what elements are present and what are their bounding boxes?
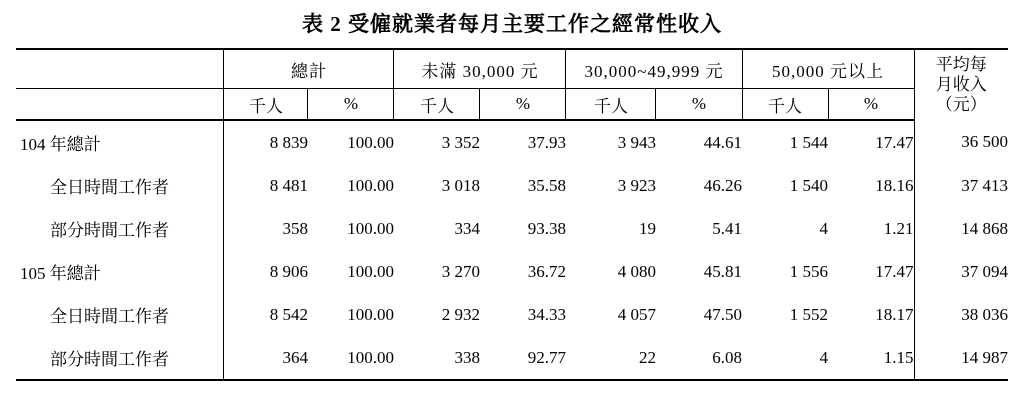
cell-under30000-percent: 36.72 — [527, 261, 566, 281]
cell-high-percent: 17.47 — [875, 132, 914, 152]
cell-total-thousand: 8 839 — [224, 120, 308, 164]
cell-under30000-percent: 92.77 — [480, 336, 566, 380]
table-row — [16, 207, 1008, 250]
cell-total-thousand: 8 481 — [224, 164, 308, 207]
cell-high-thousand: 1 552 — [789, 304, 828, 324]
table-row — [16, 293, 1008, 336]
statistics-table — [16, 48, 1008, 381]
cell-high-thousand: 1 544 — [789, 132, 828, 152]
cell-mid-thousand: 22 — [566, 336, 656, 380]
colgroup-50000-plus: 50,000 元以上 — [742, 49, 914, 89]
cell-under30000-percent: 35.58 — [527, 175, 566, 195]
cell-high-percent: 17.47 — [875, 261, 914, 281]
unit-mid-thousand: 千人 — [566, 89, 656, 121]
cell-high-thousand: 4 — [742, 336, 828, 380]
table-row — [16, 164, 1008, 207]
cell-under30000-percent: 34.33 — [527, 304, 566, 324]
cell-total-percent: 100.00 — [347, 218, 394, 238]
corner-cell — [16, 49, 224, 89]
cell-average-income: 14 868 — [914, 207, 1008, 250]
cell-under30000-thousand: 3 270 — [441, 261, 480, 281]
cell-total-percent: 100.00 — [347, 132, 394, 152]
unit-under30000-percent: % — [480, 89, 566, 121]
cell-mid-thousand: 3 923 — [617, 175, 656, 195]
cell-total-percent: 100.00 — [347, 175, 394, 195]
cell-mid-percent: 5.41 — [712, 218, 742, 238]
cell-total-thousand: 364 — [224, 336, 308, 380]
row-label: 全日時間工作者 — [49, 307, 169, 326]
unit-total-percent: % — [308, 89, 394, 121]
cell-total-thousand: 8 542 — [224, 293, 308, 336]
table-row — [16, 336, 1008, 380]
cell-under30000-thousand: 338 — [394, 336, 480, 380]
cell-mid-thousand: 4 080 — [617, 261, 656, 281]
cell-mid-percent: 46.26 — [703, 175, 742, 195]
cell-average-income: 37 094 — [914, 250, 1008, 293]
table-header-units — [16, 89, 1008, 121]
row-label: 全日時間工作者 — [49, 178, 169, 197]
cell-under30000-thousand: 3 352 — [441, 132, 480, 152]
cell-under30000-thousand: 3 018 — [441, 175, 480, 195]
page-title: 表 2 受僱就業者每月主要工作之經常性收入 — [302, 12, 722, 36]
table-row — [16, 120, 1008, 164]
row-label: 部分時間工作者 — [49, 221, 169, 240]
row-label: 105 年總計 — [19, 264, 101, 283]
unit-total-thousand: 千人 — [224, 89, 308, 121]
cell-mid-percent: 44.61 — [703, 132, 742, 152]
cell-average-income: 36 500 — [914, 120, 1008, 164]
table-body — [16, 120, 1008, 380]
cell-total-percent: 100.00 — [347, 304, 394, 324]
cell-mid-percent: 6.08 — [656, 336, 742, 380]
avg-head-line-1: 平均每 — [935, 54, 987, 74]
cell-mid-thousand: 19 — [638, 218, 656, 238]
cell-high-percent: 1.21 — [883, 218, 914, 238]
table-header-groups — [16, 49, 1008, 89]
cell-mid-thousand: 4 057 — [617, 304, 656, 324]
cell-mid-percent: 45.81 — [703, 261, 742, 281]
cell-high-thousand: 1 540 — [789, 175, 828, 195]
avg-head-line-2: 月收入 — [935, 74, 987, 94]
table-row — [16, 250, 1008, 293]
cell-high-thousand: 1 556 — [789, 261, 828, 281]
cell-total-percent: 100.00 — [308, 336, 394, 380]
cell-mid-thousand: 3 943 — [617, 132, 656, 152]
cell-high-percent: 18.17 — [875, 304, 914, 324]
row-label: 部分時間工作者 — [16, 336, 224, 380]
avg-head-line-3: （元） — [935, 95, 987, 115]
cell-under30000-thousand: 334 — [454, 218, 480, 238]
cell-high-thousand: 4 — [819, 218, 828, 238]
cell-under30000-thousand: 2 932 — [441, 304, 480, 324]
colgroup-total: 總計 — [224, 49, 394, 89]
cell-high-percent: 1.15 — [828, 336, 914, 380]
cell-total-percent: 100.00 — [347, 261, 394, 281]
unit-high-thousand: 千人 — [742, 89, 828, 121]
colgroup-30000-49999: 30,000~49,999 元 — [566, 49, 742, 89]
unit-corner-cell — [16, 89, 224, 121]
cell-average-income: 38 036 — [914, 293, 1008, 336]
unit-high-percent: % — [828, 89, 914, 121]
colgroup-under-30000: 未滿 30,000 元 — [394, 49, 566, 89]
unit-mid-percent: % — [656, 89, 742, 121]
colgroup-average-income — [914, 49, 1008, 120]
cell-total-thousand: 8 906 — [224, 250, 308, 293]
cell-average-income: 37 413 — [914, 164, 1008, 207]
table-header — [16, 49, 1008, 120]
unit-under30000-thousand: 千人 — [394, 89, 480, 121]
cell-mid-percent: 47.50 — [703, 304, 742, 324]
cell-under30000-percent: 37.93 — [527, 132, 566, 152]
cell-high-percent: 18.16 — [875, 175, 914, 195]
row-label: 104 年總計 — [19, 135, 101, 154]
cell-total-thousand: 358 — [224, 207, 308, 250]
cell-under30000-percent: 93.38 — [527, 218, 566, 238]
cell-average-income: 14 987 — [914, 336, 1008, 380]
